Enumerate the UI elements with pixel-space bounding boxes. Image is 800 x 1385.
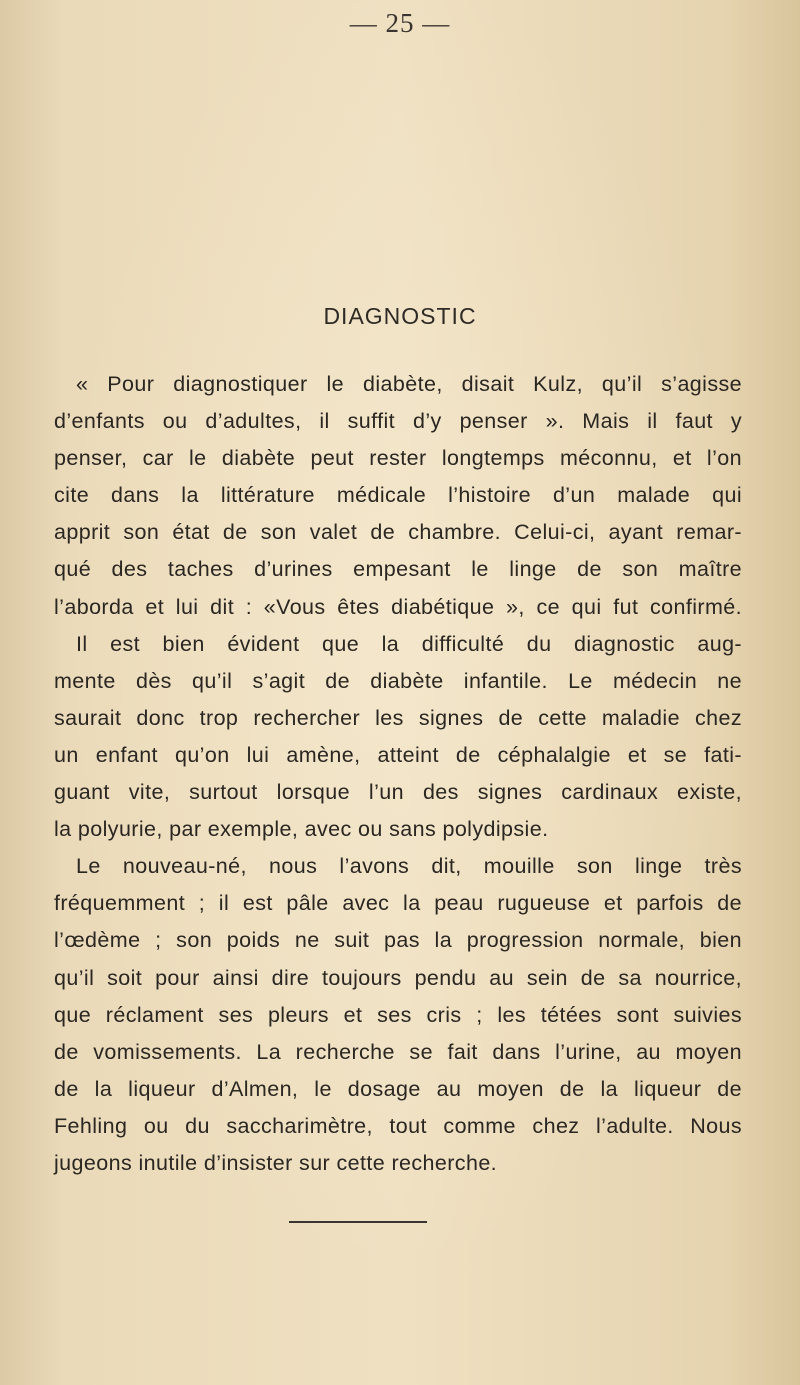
text-line: apprit son état de son valet de chambre. Celui-ci, ayant remar- (54, 520, 742, 545)
text-line: la polyurie, par exemple, avec ou sans polydipsie. (54, 817, 549, 842)
text-line: l’aborda et lui dit : «Vous êtes diabétique », ce qui fut confirmé. (54, 594, 742, 619)
text-line: de la liqueur d’Almen, le dosage au moyen de la liqueur de (54, 1076, 742, 1101)
text-line: jugeons inutile d’insister sur cette recherche. (54, 1150, 498, 1175)
text-line: « Pour diagnostiquer le diabète, disait Kulz, qu’il s’agisse (76, 372, 742, 396)
text-line: qu’il soit pour ainsi dire toujours pendu au sein de sa nourrice, (54, 965, 742, 990)
text-line: penser, car le diabète peut rester longtemps méconnu, et l’on (54, 446, 742, 471)
text-line: de vomissements. La recherche se fait dans l’urine, au moyen (54, 1039, 742, 1064)
page-number: — 25 — (349, 8, 451, 38)
text-line: que réclament ses pleurs et ses cris ; les tétées sont suivies (54, 1002, 742, 1027)
section-title: DIAGNOSTIC (323, 303, 477, 329)
text-line: mente dès qu’il s’agit de diabète infantile. Le médecin ne (54, 668, 742, 693)
text-line: qué des taches d’urines empesant le linge de son maître (54, 557, 742, 582)
body-text (54, 366, 742, 1182)
text-line: un enfant qu’on lui amène, atteint de céphalalgie et se fati- (54, 742, 742, 767)
text-line: guant vite, surtout lorsque l’un des signes cardinaux existe, (54, 780, 742, 805)
section-end-rule (289, 1221, 427, 1223)
text-line: fréquemment ; il est pâle avec la peau rugueuse et parfois de (54, 891, 742, 916)
text-line: Fehling ou du saccharimètre, tout comme chez l’adulte. Nous (54, 1113, 742, 1138)
text-line: l’œdème ; son poids ne suit pas la progression normale, bien (54, 928, 742, 953)
text-line: saurait donc trop rechercher les signes de cette maladie chez (54, 705, 742, 730)
text-line: cite dans la littérature médicale l’histoire d’un malade qui (54, 483, 742, 508)
text-line: Le nouveau-né, nous l’avons dit, mouille son linge très (76, 854, 742, 879)
text-line: d’enfants ou d’adultes, il suffit d’y penser ». Mais il faut y (54, 409, 742, 434)
text-line: Il est bien évident que la difficulté du diagnostic aug- (76, 631, 742, 656)
